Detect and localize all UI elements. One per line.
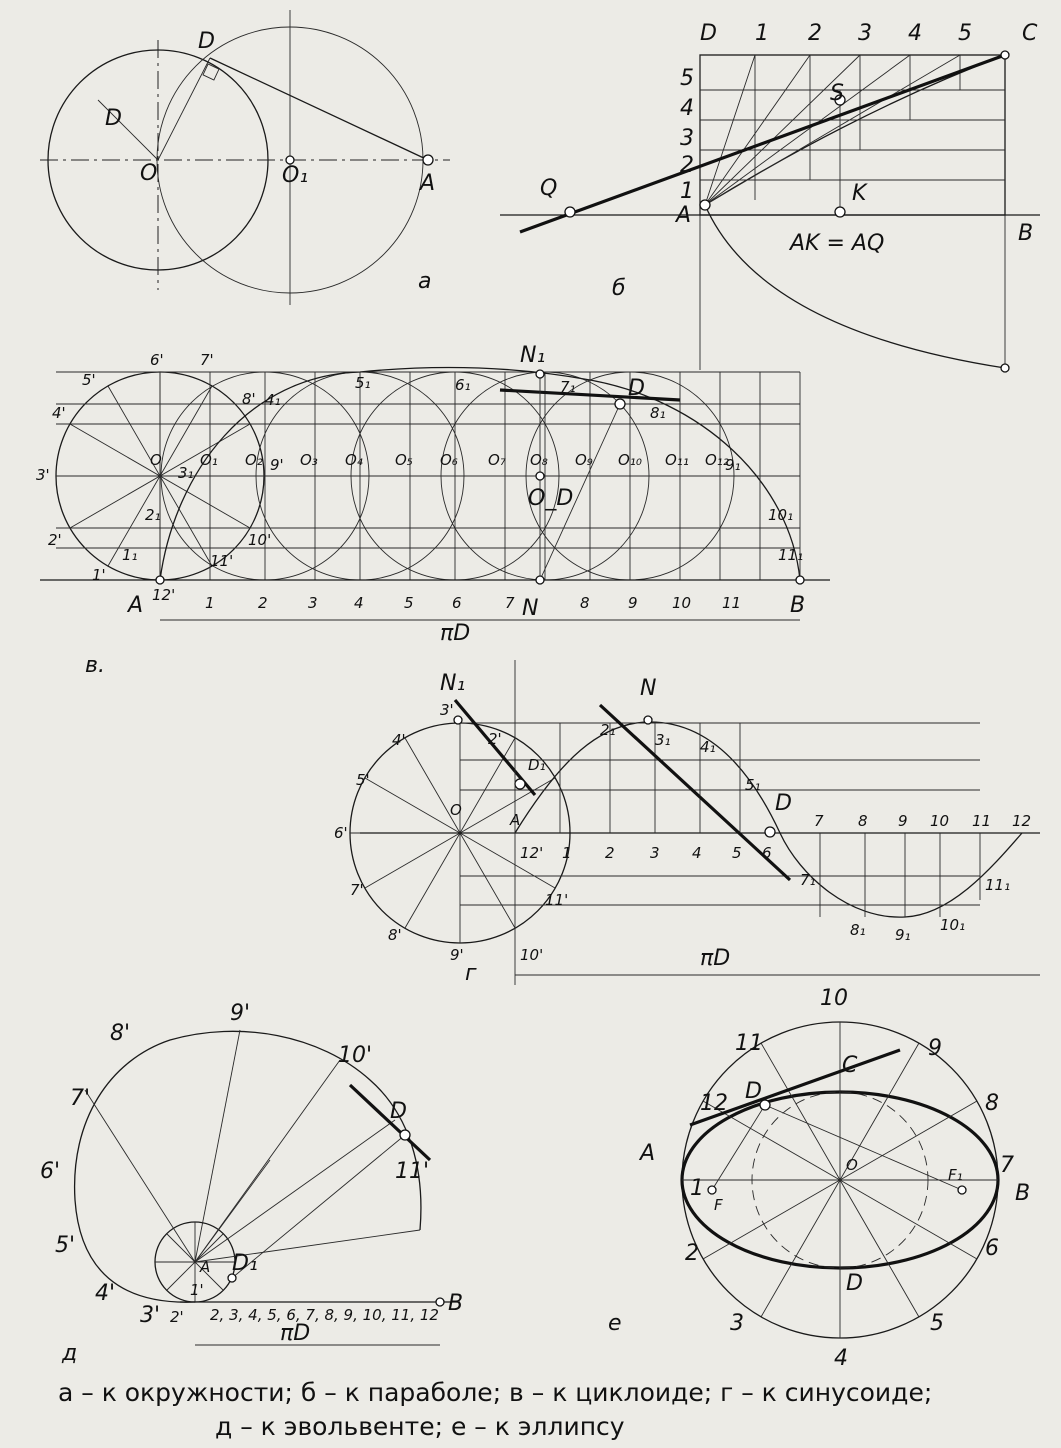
label-pi-d: πD: [280, 1321, 311, 1346]
point-od: [536, 472, 544, 480]
circle-num-4: 4': [392, 731, 406, 749]
point-b: [796, 576, 804, 584]
center-o1: O₁: [200, 451, 218, 469]
label-n: N: [522, 596, 539, 621]
label-b: B: [790, 593, 806, 618]
top-num-4: 4: [908, 21, 922, 46]
label-8: 8: [985, 1091, 999, 1116]
circle-num-4: 4': [52, 404, 66, 422]
base-num-9: 9: [898, 812, 908, 830]
curve-pt-2: 2₁: [600, 721, 616, 739]
point-n1: [536, 370, 544, 378]
curve-pt-8: 8₁: [850, 921, 866, 939]
center-o7: O₇: [488, 451, 506, 469]
panel-d-letter: д: [62, 1341, 78, 1366]
center-o10: O₁₀: [618, 451, 642, 469]
point-f1: [958, 1186, 966, 1194]
label-3: 3': [140, 1303, 161, 1328]
label-n: N: [640, 676, 657, 701]
curve-pt-11: 11₁: [778, 546, 804, 564]
label-10: 10': [338, 1043, 373, 1068]
base-num-10: 10: [672, 594, 692, 612]
label-4: 4: [834, 1346, 848, 1371]
circle-num-5: 5': [356, 771, 370, 789]
circle-num-7: 7': [350, 881, 364, 899]
side-num-1: 1: [680, 179, 694, 204]
label-4: 4': [95, 1281, 116, 1306]
label-10: 10: [820, 986, 848, 1011]
base-num-2: 2: [605, 844, 615, 862]
center-o4: O₄: [345, 451, 363, 469]
caption-line-2: д – к эвольвенте; е – к эллипсу: [215, 1412, 625, 1441]
curve-pt-9: 9₁: [895, 926, 911, 944]
panel-d-involute-tangent: [40, 1001, 463, 1366]
point-d1: [515, 779, 525, 789]
point-d: [615, 399, 625, 409]
side-num-4: 4: [680, 96, 694, 121]
label-k: K: [852, 181, 867, 206]
point-end: [1001, 364, 1009, 372]
curve-pt-9: 9₁: [725, 456, 741, 474]
panel-v-cycloid-tangent: [36, 343, 830, 678]
circle-num-6: 6': [334, 824, 348, 842]
center-o3: O₃: [300, 451, 318, 469]
base-num-7: 7: [814, 812, 824, 830]
top-num-5: 5: [958, 21, 972, 46]
circle-num-11: 11': [545, 891, 569, 909]
curve-pt-7: 7₁: [560, 378, 576, 396]
label-6: 6': [40, 1159, 61, 1184]
label-o: O: [450, 801, 462, 819]
label-pi-d: πD: [440, 621, 471, 646]
base-num-1: 1: [562, 844, 572, 862]
label-b: B: [1015, 1181, 1031, 1206]
point-c: [1001, 51, 1009, 59]
curve-pt-10: 10₁: [768, 506, 794, 524]
label-11: 11: [735, 1031, 763, 1056]
label-pi-d: πD: [700, 946, 731, 971]
base-num-12: 12: [1012, 812, 1032, 830]
center-o12: O₁₂: [705, 451, 729, 469]
parabola-tangent: [520, 55, 1005, 232]
center-o5: O₅: [395, 451, 413, 469]
label-7: 7': [70, 1086, 91, 1111]
label-o: O: [846, 1156, 858, 1174]
label-2: 2': [170, 1308, 184, 1326]
label-ak-aq: AK = AQ: [790, 231, 885, 256]
point-a: [423, 155, 433, 165]
label-n1: N₁: [520, 343, 546, 368]
base-num-1: 1: [205, 594, 215, 612]
label-2: 2: [685, 1241, 699, 1266]
panel-e-ellipse-tangent: [608, 986, 1030, 1371]
label-d-top: D: [745, 1079, 762, 1104]
label-d: D: [775, 791, 792, 816]
curve-pt-1: 1₁: [122, 546, 138, 564]
top-num-1: 1: [755, 21, 769, 46]
panel-b-letter: б: [612, 276, 626, 301]
point-n1: [454, 716, 462, 724]
center-o6: O₆: [440, 451, 458, 469]
base-num-9: 9: [628, 594, 638, 612]
label-d-bottom: D: [846, 1271, 863, 1296]
base-num-4: 4: [692, 844, 702, 862]
curve-pt-4: 4₁: [700, 738, 716, 756]
label-o1: O₁: [282, 163, 309, 188]
label-5: 5: [930, 1311, 944, 1336]
circle-num-2: 2': [488, 730, 502, 748]
base-num-3: 3: [650, 844, 660, 862]
base-num-2: 2: [258, 594, 268, 612]
top-num-2: 2: [808, 21, 822, 46]
label-11: 11': [395, 1159, 430, 1184]
label-c: C: [1022, 21, 1038, 46]
base-num-4: 4: [354, 594, 364, 612]
point-d: [400, 1130, 410, 1140]
label-a: A: [420, 171, 436, 196]
label-a: A: [676, 203, 692, 228]
label-d1: D₁: [232, 1251, 258, 1276]
label-b: B: [1018, 221, 1034, 246]
side-num-3: 3: [680, 126, 694, 151]
base-num-11: 11: [722, 594, 742, 612]
base-num-6: 6: [452, 594, 462, 612]
circle-num-10: 10': [520, 946, 544, 964]
label-1: 1': [190, 1281, 204, 1299]
circle-num-6: 6': [150, 351, 164, 369]
center-o: O: [150, 451, 162, 469]
curve-pt-11: 11₁: [985, 876, 1011, 894]
point-a: [700, 200, 710, 210]
label-b: B: [448, 1291, 464, 1316]
curve-pt-10: 10₁: [940, 916, 966, 934]
label-s: S: [830, 81, 844, 106]
circle-num-3: 3': [36, 466, 50, 484]
label-3: 3: [730, 1311, 744, 1336]
side-num-5: 5: [680, 66, 694, 91]
base-num-11: 11: [972, 812, 992, 830]
base-num-3: 3: [308, 594, 318, 612]
label-f: F: [714, 1196, 723, 1214]
point-q: [565, 207, 575, 217]
curve-pt-3: 3₁: [655, 731, 671, 749]
label-6: 6: [985, 1236, 999, 1261]
label-d: D: [390, 1099, 407, 1124]
panel-g-sinusoid-tangent: [334, 660, 1040, 986]
radius-to-d: [158, 58, 210, 160]
construction-grid: [56, 372, 800, 580]
panel-g-letter: г: [465, 961, 477, 986]
base-num-10: 10: [930, 812, 950, 830]
panel-a-circle-tangent: [40, 10, 450, 305]
point-b: [436, 1298, 444, 1306]
circle-num-3: 3': [440, 701, 454, 719]
label-n1: N₁: [440, 671, 466, 696]
point-d: [765, 827, 775, 837]
focal-line-f1: [765, 1105, 962, 1190]
label-od: O_D: [528, 486, 574, 511]
caption-line-1: а – к окружности; б – к параболе; в – к циклоиде; г – к синусоиде;: [58, 1378, 933, 1407]
center-o9: O₉: [575, 451, 593, 469]
label-a: A: [510, 811, 521, 829]
center-o8: O₈: [530, 451, 548, 469]
circle-num-8: 8': [388, 926, 402, 944]
panel-a-letter: а: [418, 269, 432, 294]
point-n: [536, 576, 544, 584]
curve-pt-5: 5₁: [745, 776, 761, 794]
focal-line-f: [712, 1105, 765, 1190]
center-o11: O₁₁: [665, 451, 689, 469]
label-12: 12: [700, 1091, 728, 1116]
label-1: 1: [690, 1176, 704, 1201]
base-num-7: 7: [505, 594, 515, 612]
curve-pt-4: 4₁: [265, 391, 281, 409]
label-d: D: [700, 21, 717, 46]
circle-num-8: 8': [242, 390, 256, 408]
label-o: O: [140, 161, 158, 186]
curve-pt-7: 7₁: [800, 871, 816, 889]
base-num-5: 5: [404, 594, 414, 612]
parabola-curve: [705, 55, 1005, 368]
panel-b-parabola-tangent: [500, 21, 1040, 372]
base-num-5: 5: [732, 844, 742, 862]
panel-e-letter: е: [608, 1311, 622, 1336]
normal-line: [232, 1135, 405, 1278]
circle-num-7: 7': [200, 351, 214, 369]
label-c: C: [842, 1053, 858, 1078]
circle-num-9: 9': [270, 456, 284, 474]
circle-num-5: 5': [82, 371, 96, 389]
curve-pt-6: 6₁: [455, 376, 471, 394]
circle-num-11: 11': [210, 552, 234, 570]
label-a: A: [128, 593, 144, 618]
point-a: [156, 576, 164, 584]
tangent-line: [210, 58, 428, 160]
label-9: 9: [928, 1036, 942, 1061]
side-num-2: 2: [680, 153, 694, 178]
label-7: 7: [1000, 1153, 1014, 1178]
top-num-3: 3: [858, 21, 872, 46]
base-num-6: 6: [762, 844, 772, 862]
base-numbers: 2, 3, 4, 5, 6, 7, 8, 9, 10, 11, 12: [210, 1306, 439, 1324]
center-o2: O₂: [245, 451, 263, 469]
label-f1: F₁: [948, 1166, 963, 1184]
curve-pt-3: 3₁: [178, 464, 194, 482]
circle-num-12: 12': [152, 586, 176, 604]
base-num-8: 8: [580, 594, 590, 612]
label-a: A: [640, 1141, 656, 1166]
label-d: D: [628, 376, 645, 401]
label-q: Q: [540, 176, 558, 201]
label-8: 8': [110, 1021, 131, 1046]
curve-pt-5: 5₁: [355, 374, 371, 392]
label-d1: D₁: [528, 756, 546, 774]
label-9: 9': [230, 1001, 251, 1026]
label-diameter: D: [105, 106, 122, 131]
panel-v-letter: в.: [85, 653, 105, 678]
circle-num-9: 9': [450, 946, 464, 964]
circle-num-1: 1': [92, 566, 106, 584]
point-k: [835, 207, 845, 217]
label-d: D: [198, 29, 215, 54]
label-a: A: [200, 1258, 211, 1276]
label-5: 5': [55, 1233, 76, 1258]
circle-num-10: 10': [248, 531, 272, 549]
circle-num-2: 2': [48, 531, 62, 549]
point-n: [644, 716, 652, 724]
point-f: [708, 1186, 716, 1194]
base-num-8: 8: [858, 812, 868, 830]
circle-num-12: 12': [520, 844, 544, 862]
curve-pt-2: 2₁: [145, 506, 161, 524]
curve-pt-8: 8₁: [650, 404, 666, 422]
